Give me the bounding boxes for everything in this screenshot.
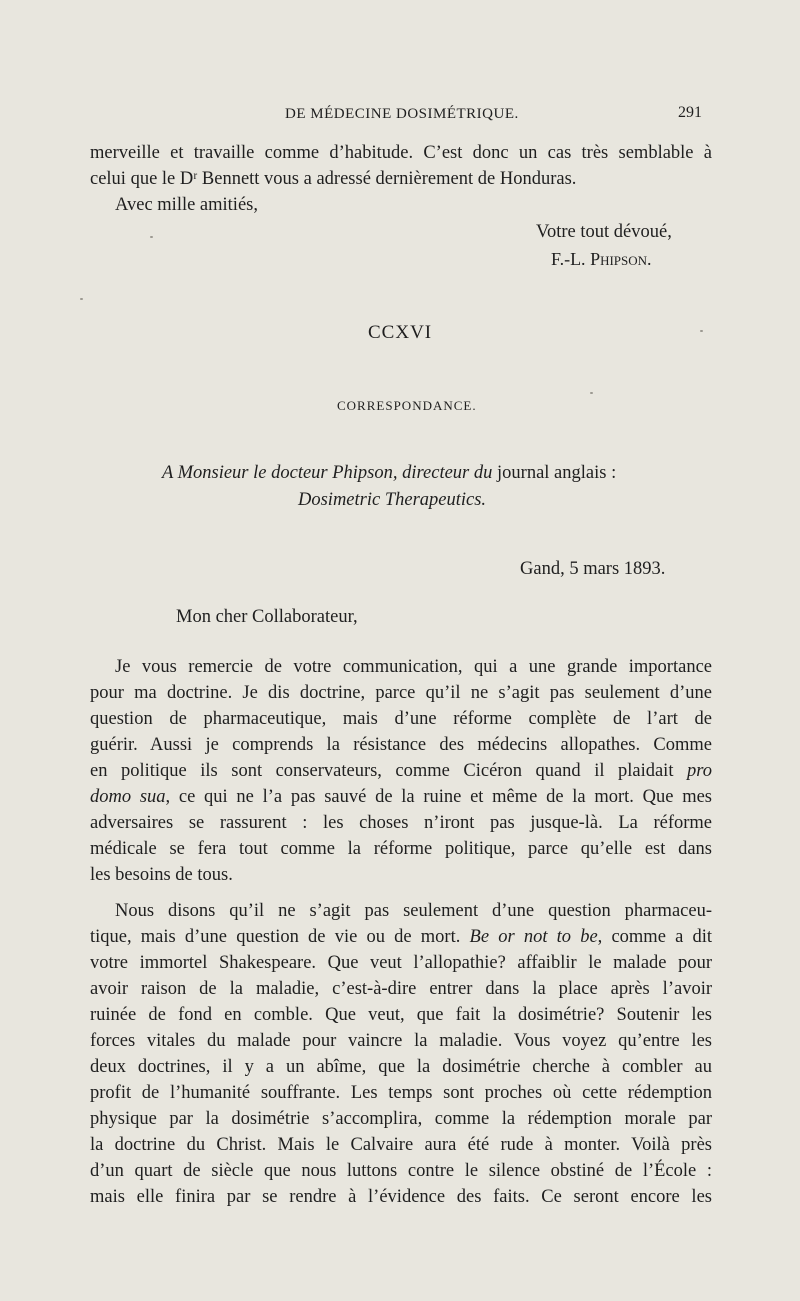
text-line: [90, 758, 712, 784]
text-line: adversaires se rassurent : les choses n’iront pas jusque-là. La réforme: [90, 813, 712, 833]
paper-speck: [80, 298, 83, 300]
text-run: , comme a dit: [597, 927, 712, 947]
text-line: question de pharmaceutique, mais d’une réforme complète de l’art de: [90, 709, 712, 729]
signature-name: Phipson.: [590, 249, 652, 269]
italic-run: domo sua: [90, 787, 166, 807]
text-run: tique, mais d’une question de vie ou de mort.: [90, 927, 461, 947]
text-line: celui que le Dʳ Bennett vous a adressé dernièrement de Honduras.: [90, 169, 577, 189]
text-line: Nous disons qu’il ne s’agit pas seulement d’une question pharmaceu-: [115, 901, 712, 921]
signature-initials: F.-L.: [551, 249, 586, 269]
text-run: , ce qui ne l’a pas sauvé de la ruine et même de la mort. Que mes: [165, 787, 712, 807]
address-plain: journal anglais :: [492, 463, 617, 483]
text-line: physique par la dosimétrie s’accomplira, comme la rédemption morale par: [90, 1109, 712, 1129]
text-line: [90, 924, 712, 950]
closing-line: Avec mille amitiés,: [115, 195, 258, 215]
text-line: forces vitales du malade pour vaincre la maladie. Vous voyez qu’entre les: [90, 1031, 712, 1051]
text-line: deux doctrines, il y a un abîme, que la dosimétrie cherche à combler au: [90, 1057, 712, 1077]
paper-speck: [150, 236, 153, 238]
text-line: les besoins de tous.: [90, 865, 233, 885]
section-title: CORRESPONDANCE.: [337, 398, 477, 413]
paper-speck: [590, 392, 593, 394]
text-line: mais elle finira par se rendre à l’évidence des faits. Ce seront encore les: [90, 1187, 712, 1207]
chapter-number: CCXVI: [368, 322, 433, 343]
text-line: votre immortel Shakespeare. Que veut l’allopathie? affaiblir le malade pour: [90, 953, 712, 973]
text-line: merveille et travaille comme d’habitude. C’est donc un cas très semblable à: [90, 143, 712, 163]
italic-run: pro: [686, 761, 712, 781]
text-line: profit de l’humanité souffrante. Les temps sont proches où cette rédemption: [90, 1083, 712, 1103]
place-date: Gand, 5 mars 1893.: [520, 559, 666, 579]
page-number: 291: [678, 104, 702, 121]
text-line: médicale se fera tout comme la réforme politique, parce qu’elle est dans: [90, 839, 712, 859]
text-line: guérir. Aussi je comprends la résistance des médecins allopathes. Comme: [90, 735, 712, 755]
text-line: d’un quart de siècle que nous luttons contre le silence obstiné de l’École :: [90, 1161, 712, 1181]
text-line: pour ma doctrine. Je dis doctrine, parce qu’il ne s’agit pas seulement d’une: [90, 683, 712, 703]
text-run: en politique ils sont conservateurs, comme Cicéron quand il plaidait: [90, 761, 674, 781]
text-line: [90, 784, 712, 810]
italic-run: Be or not to be: [469, 927, 598, 947]
running-head: DE MÉDECINE DOSIMÉTRIQUE.: [285, 106, 519, 122]
signature: [551, 249, 652, 270]
address-line: [298, 490, 486, 511]
journal-title: Dosimetric Therapeutics.: [298, 490, 487, 510]
text-line: ruinée de fond en comble. Que veut, que fait la dosimétrie? Soutenir les: [90, 1005, 712, 1025]
address-italic: A Monsieur le docteur Phipson, directeur du: [162, 463, 493, 483]
salutation: Mon cher Collaborateur,: [176, 607, 358, 627]
address-line: [162, 463, 616, 484]
paper-speck: [700, 330, 703, 332]
text-line: la doctrine du Christ. Mais le Calvaire aura été rude à monter. Voilà près: [90, 1135, 712, 1155]
signoff: Votre tout dévoué,: [536, 222, 672, 242]
text-line: avoir raison de la maladie, c’est-à-dire entrer dans la place après l’avoir: [90, 979, 712, 999]
text-line: Je vous remercie de votre communication, qui a une grande importance: [115, 657, 712, 677]
